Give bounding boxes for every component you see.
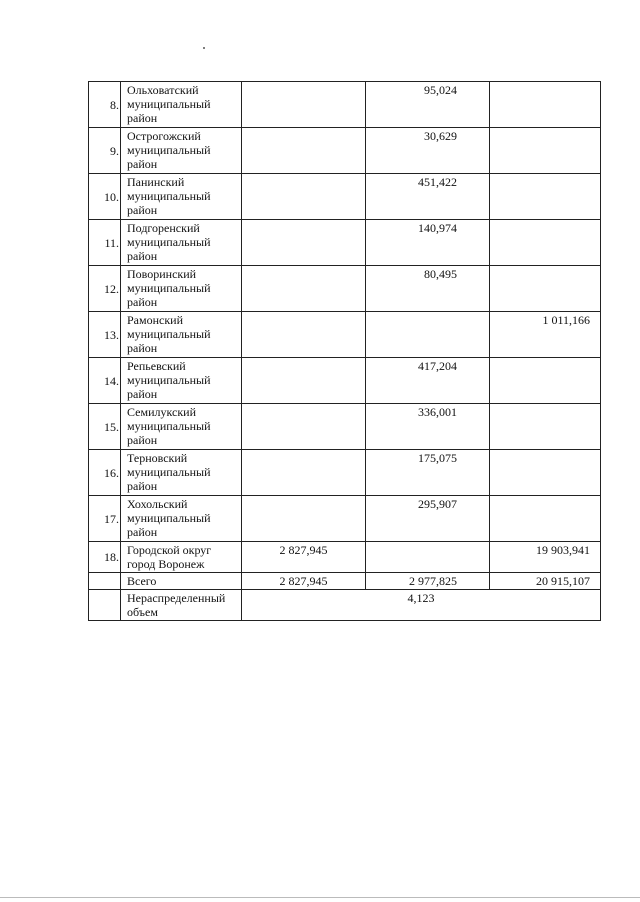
table-row bbox=[89, 128, 601, 174]
table-row bbox=[89, 220, 601, 266]
district-name-line: город Воронеж bbox=[127, 557, 205, 571]
row-number: 8. bbox=[89, 82, 121, 128]
district-name bbox=[121, 82, 242, 128]
district-name-line: муниципальный bbox=[127, 143, 211, 157]
district-name bbox=[121, 496, 242, 542]
district-name-line: район bbox=[127, 479, 158, 493]
district-name bbox=[121, 542, 242, 573]
value-col-1 bbox=[242, 404, 366, 450]
value-col-1 bbox=[242, 450, 366, 496]
scan-speck bbox=[203, 47, 205, 49]
district-name-line: Подгоренский bbox=[127, 221, 200, 235]
value-col-1: 2 827,945 bbox=[242, 542, 366, 573]
district-name-line: объем bbox=[127, 605, 158, 619]
value-col-3 bbox=[490, 450, 601, 496]
value-col-3 bbox=[490, 358, 601, 404]
total-label: Всего bbox=[121, 573, 242, 590]
district-name-line: муниципальный bbox=[127, 419, 211, 433]
district-name-line: Хохольский bbox=[127, 497, 188, 511]
district-name-line: муниципальный bbox=[127, 373, 211, 387]
value-col-2: 30,629 bbox=[366, 128, 490, 174]
row-number: 12. bbox=[89, 266, 121, 312]
district-name-line: район bbox=[127, 111, 158, 125]
value-col-1 bbox=[242, 174, 366, 220]
row-number: 18. bbox=[89, 542, 121, 573]
district-name-line: район bbox=[127, 433, 158, 447]
district-name-line: район bbox=[127, 157, 158, 171]
value-col-1 bbox=[242, 82, 366, 128]
district-name-line: район bbox=[127, 341, 158, 355]
district-name bbox=[121, 128, 242, 174]
district-name-line: муниципальный bbox=[127, 327, 211, 341]
table-row bbox=[89, 312, 601, 358]
district-name-line: район bbox=[127, 295, 158, 309]
district-name-line: Панинский bbox=[127, 175, 185, 189]
value-col-3 bbox=[490, 128, 601, 174]
district-name-line: Острогожский bbox=[127, 129, 201, 143]
district-name-line: муниципальный bbox=[127, 465, 211, 479]
unallocated-label bbox=[121, 590, 242, 621]
row-number: 13. bbox=[89, 312, 121, 358]
value-col-3 bbox=[490, 220, 601, 266]
table-row bbox=[89, 82, 601, 128]
district-name-line: муниципальный bbox=[127, 189, 211, 203]
district-name-line: Рамонский bbox=[127, 313, 184, 327]
value-col-2: 175,075 bbox=[366, 450, 490, 496]
district-name bbox=[121, 450, 242, 496]
total-col-3: 20 915,107 bbox=[490, 573, 601, 590]
total-row bbox=[89, 573, 601, 590]
district-name-line: Городской округ bbox=[127, 543, 212, 557]
value-col-1 bbox=[242, 358, 366, 404]
district-name-line: муниципальный bbox=[127, 511, 211, 525]
value-col-1 bbox=[242, 128, 366, 174]
value-col-2: 95,024 bbox=[366, 82, 490, 128]
value-col-2: 336,001 bbox=[366, 404, 490, 450]
value-col-1 bbox=[242, 266, 366, 312]
value-col-3 bbox=[490, 174, 601, 220]
value-col-2: 451,422 bbox=[366, 174, 490, 220]
table-row bbox=[89, 174, 601, 220]
allocation-table bbox=[88, 81, 601, 621]
table-row bbox=[89, 404, 601, 450]
unallocated-value: 4,123 bbox=[242, 590, 601, 621]
value-col-3 bbox=[490, 404, 601, 450]
value-col-3 bbox=[490, 82, 601, 128]
row-number: 14. bbox=[89, 358, 121, 404]
row-number: 17. bbox=[89, 496, 121, 542]
value-col-2: 295,907 bbox=[366, 496, 490, 542]
district-name bbox=[121, 312, 242, 358]
value-col-2 bbox=[366, 542, 490, 573]
row-number-empty bbox=[89, 590, 121, 621]
district-name-line: район bbox=[127, 249, 158, 263]
value-col-1 bbox=[242, 496, 366, 542]
district-name-line: район bbox=[127, 387, 158, 401]
district-name-line: Репьевский bbox=[127, 359, 186, 373]
district-name bbox=[121, 404, 242, 450]
value-col-2: 80,495 bbox=[366, 266, 490, 312]
row-number: 16. bbox=[89, 450, 121, 496]
page-bottom-edge bbox=[0, 897, 640, 898]
value-col-2 bbox=[366, 312, 490, 358]
district-name bbox=[121, 358, 242, 404]
district-name-line: район bbox=[127, 525, 158, 539]
total-col-1: 2 827,945 bbox=[242, 573, 366, 590]
district-name-line: муниципальный bbox=[127, 235, 211, 249]
table-row bbox=[89, 496, 601, 542]
district-name-line: муниципальный bbox=[127, 281, 211, 295]
row-number: 9. bbox=[89, 128, 121, 174]
unallocated-row bbox=[89, 590, 601, 621]
value-col-3 bbox=[490, 496, 601, 542]
table-row bbox=[89, 266, 601, 312]
table-row bbox=[89, 450, 601, 496]
value-col-3: 1 011,166 bbox=[490, 312, 601, 358]
value-col-3 bbox=[490, 266, 601, 312]
total-col-2: 2 977,825 bbox=[366, 573, 490, 590]
district-name-line: муниципальный bbox=[127, 97, 211, 111]
district-name bbox=[121, 266, 242, 312]
district-name-line: район bbox=[127, 203, 158, 217]
district-name bbox=[121, 220, 242, 266]
table-row bbox=[89, 542, 601, 573]
table-row bbox=[89, 358, 601, 404]
value-col-2: 417,204 bbox=[366, 358, 490, 404]
value-col-3: 19 903,941 bbox=[490, 542, 601, 573]
row-number-empty bbox=[89, 573, 121, 590]
row-number: 15. bbox=[89, 404, 121, 450]
district-name-line: Семилукский bbox=[127, 405, 197, 419]
row-number: 11. bbox=[89, 220, 121, 266]
value-col-1 bbox=[242, 220, 366, 266]
district-name-line: Терновский bbox=[127, 451, 188, 465]
value-col-2: 140,974 bbox=[366, 220, 490, 266]
district-name-line: Поворинский bbox=[127, 267, 197, 281]
allocation-table-body bbox=[89, 82, 601, 621]
value-col-1 bbox=[242, 312, 366, 358]
district-name bbox=[121, 174, 242, 220]
district-name-line: Нераспределенный bbox=[127, 591, 226, 605]
district-name-line: Ольховатский bbox=[127, 83, 199, 97]
row-number: 10. bbox=[89, 174, 121, 220]
